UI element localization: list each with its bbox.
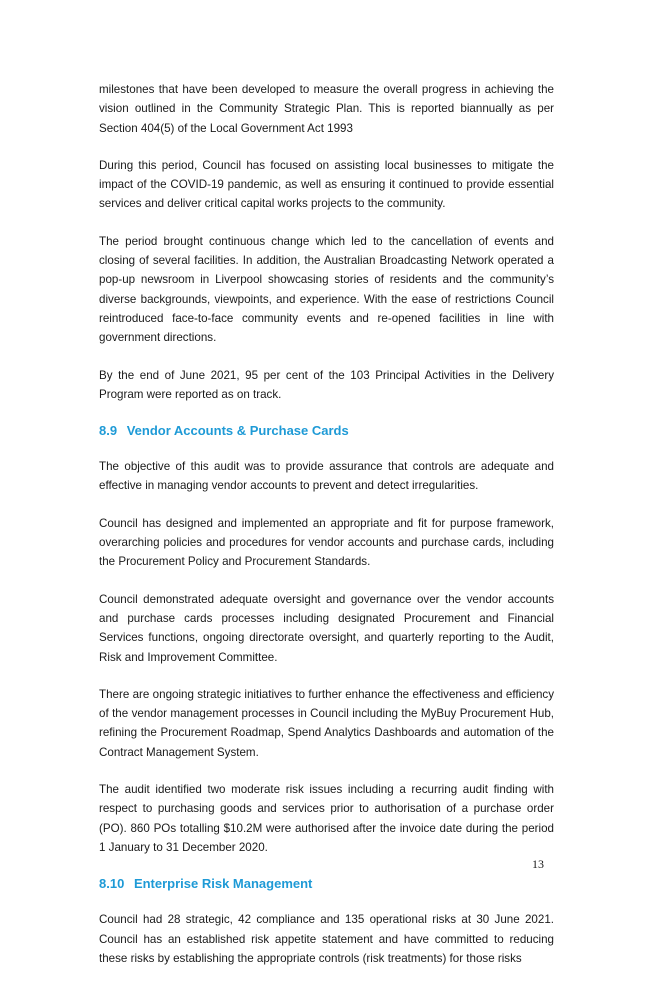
page-content xyxy=(99,80,554,986)
paragraph-continuous-change: The period brought continuous change which led to the cancellation of events and closing of several facilities. In addition, the Australian Broadcasting Network operated a pop-up newsroom in Liverpool showcasing stories of residents and the community’s diverse backgrounds, viewpoints, and experience. With the ease of restrictions Council reintroduced face-to-face community events and re-opened facilities in line with government directions. xyxy=(99,234,554,345)
section-title: Vendor Accounts & Purchase Cards xyxy=(126,423,349,439)
page-number: 13 xyxy=(532,857,544,871)
paragraph-initiatives: There are ongoing strategic initiatives to further enhance the effectiveness and efficiency of the vendor management processes in Council including the MyBuy Procurement Hub, refining the Procurement Roadmap, Spend Analytics Dashboards and automation of the Contract Management System. xyxy=(99,687,554,759)
section-heading-enterprise-risk xyxy=(99,875,554,893)
paragraph-principal-activities: By the end of June 2021, 95 per cent of the 103 Principal Activities in the Delivery Program were reported as on track. xyxy=(99,368,554,401)
paragraph-covid: During this period, Council has focused on assisting local businesses to mitigate the impact of the COVID-19 pandemic, as well as ensuring it continued to provide essential services and deliver critical capital works projects to the community. xyxy=(99,158,554,211)
paragraph-oversight: Council demonstrated adequate oversight and governance over the vendor accounts and purchase cards processes including designated Procurement and Financial Services functions, ongoing directorate oversight, and quarterly reporting to the Audit, Risk and Improvement Committee. xyxy=(99,592,554,664)
section-number: 8.10 xyxy=(99,876,125,892)
paragraph-framework: Council has designed and implemented an appropriate and fit for purpose framework, overarching policies and procedures for vendor accounts and purchase cards, including the Procurement Policy and Procurement Standards. xyxy=(99,516,554,569)
paragraph-risk-issues: The audit identified two moderate risk issues including a recurring audit finding with respect to purchasing goods and services prior to authorisation of a purchase order (PO). 860 POs totalling $10.2M were authorised after the invoice date during the period 1 January to 31 December 2020. xyxy=(99,783,554,854)
paragraph-risks: Council had 28 strategic, 42 compliance and 135 operational risks at 30 June 2021. Council has an established risk appetite statement and have committed to reducing these risks by establishing the appropriate controls (risk treatments) for those risks xyxy=(99,913,554,965)
section-number: 8.9 xyxy=(99,423,118,439)
paragraph-milestones: milestones that have been developed to measure the overall progress in achieving the vision outlined in the Community Strategic Plan. This is reported biannually as per Section 404(5) of the Local Government Act 1993 xyxy=(99,83,554,135)
section-heading-vendor-accounts xyxy=(99,422,554,440)
section-title: Enterprise Risk Management xyxy=(133,876,313,892)
paragraph-objective: The objective of this audit was to provide assurance that controls are adequate and effective in managing vendor accounts to prevent and detect irregularities. xyxy=(99,460,554,493)
